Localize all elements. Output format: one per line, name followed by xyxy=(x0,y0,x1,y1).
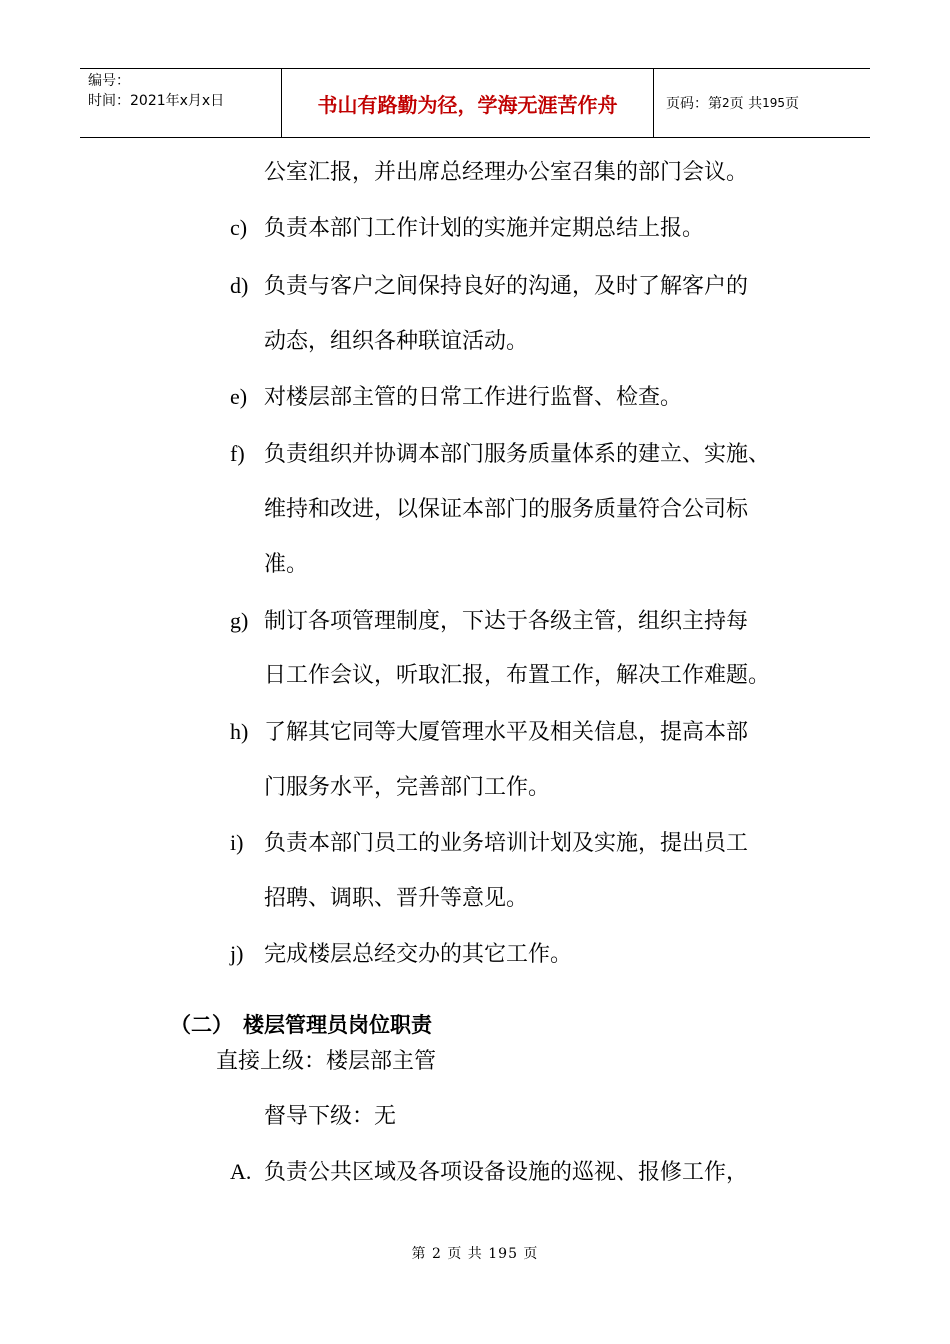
line-text: 动态，组织各种联谊活动。 xyxy=(264,329,529,354)
line-text: 对楼层部主管的日常工作进行监督、检查。 xyxy=(264,385,683,410)
line-text: 制订各项管理制度，下达于各级主管，组织主持每 xyxy=(264,609,749,634)
body-line xyxy=(264,495,748,525)
body-line xyxy=(264,884,528,914)
list-item xyxy=(230,939,572,970)
subordinate: 督导下级：无 xyxy=(264,1104,397,1129)
document-number-label: 编号： xyxy=(88,73,130,89)
header-motto: 书山有路勤为径，学海无涯苦作舟 xyxy=(282,69,654,137)
list-item xyxy=(230,828,748,859)
page-prefix: 页码：第 xyxy=(666,96,722,112)
page-total: 195 xyxy=(762,96,785,110)
line-text: 招聘、调职、晋升等意见。 xyxy=(264,886,529,911)
page-suffix: 页 xyxy=(785,96,799,112)
line-text: 负责公共区域及各项设备设施的巡视、报修工作， xyxy=(264,1160,749,1185)
body-line xyxy=(264,158,748,188)
line-text: 了解其它同等大厦管理水平及相关信息，提高本部 xyxy=(264,720,749,745)
body-line xyxy=(264,773,550,803)
header-meta xyxy=(80,69,282,137)
direct-superior: 直接上级：楼层部主管 xyxy=(216,1049,437,1074)
line-text: 公室汇报，并出席总经理办公室召集的部门会议。 xyxy=(264,160,749,185)
line-text: 负责本部门员工的业务培训计划及实施，提出员工 xyxy=(264,831,749,856)
page-mid: 页 共 xyxy=(729,96,763,112)
section-number: （二） xyxy=(170,1013,233,1037)
list-label: f) xyxy=(230,441,245,466)
list-label: g) xyxy=(230,608,249,633)
list-item xyxy=(230,213,704,244)
list-label: e) xyxy=(230,384,248,409)
line-text: 负责与客户之间保持良好的沟通，及时了解客户的 xyxy=(264,274,749,299)
line-text: 负责本部门工作计划的实施并定期总结上报。 xyxy=(264,216,705,241)
page-footer: 第 2 页 共 195 页 xyxy=(411,1246,539,1262)
list-item xyxy=(230,382,682,413)
page-number: 2 xyxy=(722,96,730,110)
line-text: 负责组织并协调本部门服务质量体系的建立、实施、 xyxy=(264,442,771,467)
line-text: 门服务水平，完善部门工作。 xyxy=(264,775,551,800)
list-item xyxy=(230,717,748,748)
line-text: 日工作会议，听取汇报，布置工作，解决工作难题。 xyxy=(264,663,771,688)
list-item xyxy=(230,606,748,637)
list-item xyxy=(230,271,748,302)
line-text: 维持和改进，以保证本部门的服务质量符合公司标 xyxy=(264,497,749,522)
list-item xyxy=(230,439,770,470)
list-item xyxy=(230,1157,748,1188)
body-line xyxy=(264,661,770,691)
list-label: i) xyxy=(230,830,244,855)
page-header xyxy=(80,68,870,138)
list-label: h) xyxy=(230,719,249,744)
line-text: 完成楼层总经交办的其它工作。 xyxy=(264,942,573,967)
document-time: 时间：2021年x月x日 xyxy=(88,93,225,109)
list-label: c) xyxy=(230,215,248,240)
section-heading xyxy=(170,1010,432,1040)
list-label: j) xyxy=(230,941,244,966)
body-line xyxy=(264,327,528,357)
body-line xyxy=(264,550,308,580)
list-label: A. xyxy=(230,1159,252,1184)
line-text: 准。 xyxy=(264,552,309,577)
list-label: d) xyxy=(230,273,249,298)
section-title: 楼层管理员岗位职责 xyxy=(243,1013,432,1037)
header-page-info xyxy=(654,69,870,137)
